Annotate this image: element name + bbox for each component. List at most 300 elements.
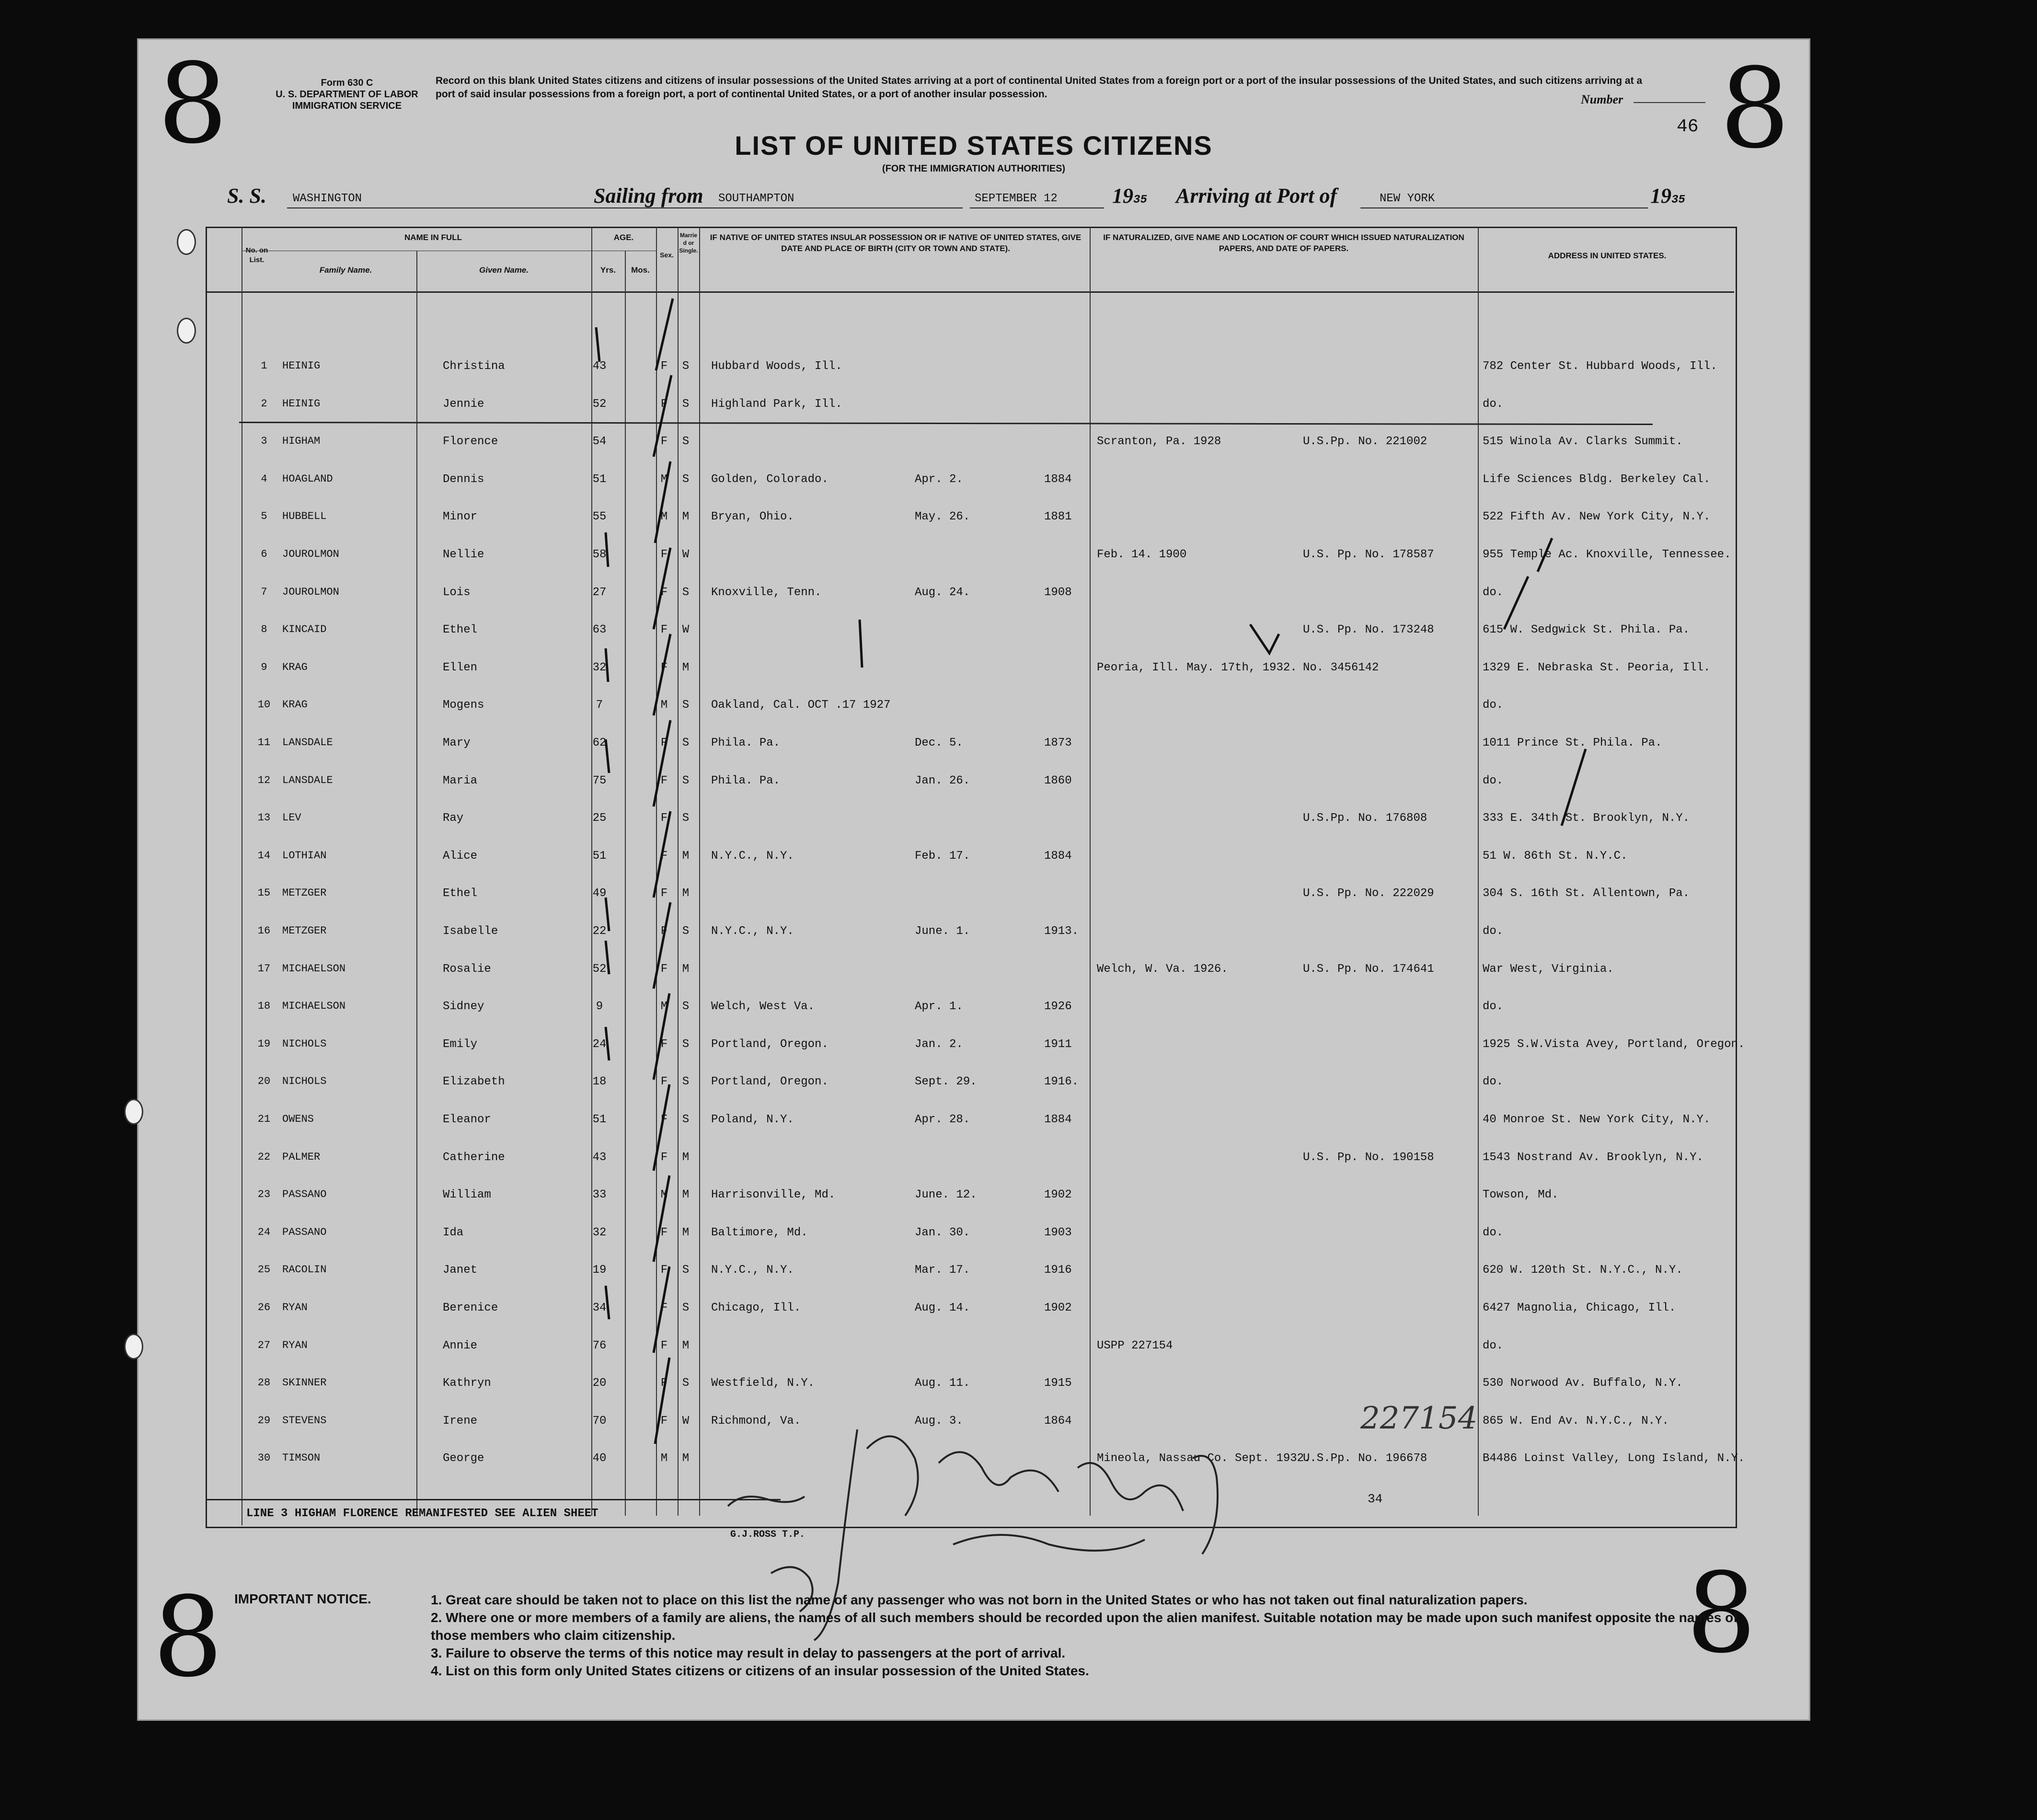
- given-name: Ray: [443, 812, 464, 825]
- family-name: RACOLIN: [282, 1264, 327, 1276]
- row-number: 9: [261, 661, 267, 673]
- birth-place: Westfield, N.Y.: [711, 1377, 815, 1390]
- birth-year: 1916.: [1044, 1075, 1079, 1089]
- birth-date: Mar. 17.: [915, 1264, 970, 1277]
- birth-year: 1915: [1044, 1377, 1072, 1390]
- year2-prefix: 19: [1650, 184, 1671, 207]
- year-suffix: 35: [1133, 194, 1147, 207]
- sex: M: [660, 472, 668, 486]
- birth-place: N.Y.C., N.Y.: [711, 1264, 794, 1277]
- row-number: 19: [257, 1037, 271, 1050]
- address: 865 W. End Av. N.Y.C., N.Y.: [1483, 1414, 1669, 1428]
- family-name: METZGER: [282, 925, 327, 937]
- marital-status: S: [682, 397, 690, 411]
- marital-status: S: [682, 1302, 690, 1314]
- age: 43: [592, 1151, 607, 1164]
- given-name: William: [443, 1188, 491, 1202]
- row-number: 10: [257, 699, 271, 711]
- naturalization-court: Scranton, Pa. 1928: [1097, 435, 1221, 449]
- sex: M: [660, 699, 668, 712]
- given-name: Maria: [443, 774, 478, 787]
- marital-status: M: [682, 962, 690, 976]
- family-name: HIGHAM: [282, 435, 321, 448]
- header-sex: Sex.: [660, 251, 674, 259]
- address: 620 W. 120th St. N.Y.C., N.Y.: [1483, 1264, 1683, 1277]
- entry-count: 34: [1368, 1492, 1383, 1506]
- family-name: MICHAELSON: [282, 962, 346, 975]
- row-number: 23: [257, 1188, 271, 1201]
- address: 304 S. 16th St. Allentown, Pa.: [1483, 887, 1690, 900]
- marital-status: M: [682, 661, 690, 674]
- sex: F: [660, 1151, 668, 1164]
- birth-place: Hubbard Woods, Ill.: [711, 360, 842, 373]
- row-number: 26: [257, 1302, 271, 1313]
- notice-item: 2. Where one or more members of a family are aliens, the names of all such members should be recorded upon the alien manifest. Suitable notation may be made upon such manifest opposite the names of those members who claim citizenship.: [431, 1610, 1738, 1643]
- row-number: 20: [257, 1075, 271, 1088]
- age: 52: [592, 962, 607, 976]
- birth-place: Bryan, Ohio.: [711, 510, 794, 524]
- given-name: Annie: [443, 1339, 478, 1352]
- family-name: RYAN: [282, 1339, 308, 1351]
- birth-place: Phila. Pa.: [711, 774, 781, 787]
- naturalization-court: Feb. 14. 1900: [1097, 548, 1187, 561]
- birth-date: Apr. 28.: [915, 1113, 970, 1126]
- row-number: 12: [257, 774, 271, 786]
- family-name: LANSDALE: [282, 774, 333, 786]
- ss-label: S. S.: [227, 184, 266, 207]
- naturalization-court: Peoria, Ill. May. 17th, 1932.: [1097, 661, 1297, 674]
- marital-status: S: [682, 737, 690, 749]
- passport-number: U.S. Pp. No. 222029: [1303, 887, 1434, 900]
- address: do.: [1483, 699, 1504, 712]
- age: 7: [596, 699, 603, 712]
- row-number: 17: [257, 962, 271, 975]
- given-name: Irene: [443, 1414, 478, 1428]
- header-naturalized: IF NATURALIZED, GIVE NAME AND LOCATION OF COURT WHICH ISSUED NATURALIZATION PAPERS, AND DATE OF PAPERS.: [1103, 233, 1464, 253]
- address: 1329 E. Nebraska St. Peoria, Ill.: [1483, 661, 1711, 674]
- birth-date: Aug. 3.: [915, 1414, 963, 1428]
- family-name: HOAGLAND: [282, 472, 333, 485]
- sailing-date: SEPTEMBER 12: [975, 192, 1058, 205]
- form-title: LIST OF UNITED STATES CITIZENS: [735, 130, 1213, 161]
- sex: M: [660, 1188, 668, 1202]
- birth-date: Dec. 5.: [915, 737, 963, 749]
- family-name: RYAN: [282, 1302, 308, 1313]
- age: 70: [592, 1414, 607, 1428]
- marital-status: M: [682, 849, 690, 863]
- year2-suffix: 35: [1671, 194, 1685, 207]
- birth-place: Golden, Colorado.: [711, 472, 829, 486]
- ship-name: WASHINGTON: [293, 192, 362, 205]
- age: 62: [592, 737, 607, 749]
- age: 20: [592, 1377, 607, 1390]
- marital-status: W: [682, 548, 690, 561]
- sailing-label: Sailing from: [594, 184, 703, 207]
- from-port: SOUTHAMPTON: [718, 192, 794, 205]
- age: 51: [592, 472, 607, 486]
- address: 522 Fifth Av. New York City, N.Y.: [1483, 510, 1711, 524]
- marital-status: M: [682, 1452, 690, 1465]
- birth-date: May. 26.: [915, 510, 970, 524]
- given-name: Catherine: [443, 1151, 505, 1164]
- handwritten-uspp: 227154: [1360, 1401, 1478, 1436]
- sex: F: [660, 1075, 668, 1089]
- age: 51: [592, 1113, 607, 1126]
- birth-year: 1911: [1044, 1037, 1072, 1051]
- row-number: 3: [261, 435, 267, 448]
- form-subtitle: (FOR THE IMMIGRATION AUTHORITIES): [882, 163, 1066, 174]
- sex: F: [660, 1037, 668, 1051]
- given-name: Lois: [443, 586, 471, 599]
- birth-place: Harrisonville, Md.: [711, 1188, 836, 1202]
- row-number: 7: [261, 586, 267, 598]
- marital-status: S: [682, 1000, 690, 1014]
- family-name: PASSANO: [282, 1188, 327, 1201]
- row-number: 2: [261, 397, 267, 410]
- notice-item: 1. Great care should be taken not to place on this list the name of any passenger who was not born in the United States or who has not taken out final naturalization papers.: [431, 1592, 1528, 1607]
- age: 27: [592, 586, 607, 599]
- family-name: LANSDALE: [282, 737, 333, 749]
- row-number: 27: [257, 1339, 271, 1351]
- address: 530 Norwood Av. Buffalo, N.Y.: [1483, 1377, 1683, 1390]
- birth-place: Richmond, Va.: [711, 1414, 801, 1428]
- family-name: LOTHIAN: [282, 849, 327, 862]
- sex: F: [660, 737, 668, 749]
- number-value: 46: [1677, 116, 1699, 137]
- remanifest-note: LINE 3 HIGHAM FLORENCE REMANIFESTED SEE ALIEN SHEET: [246, 1507, 598, 1520]
- age: 32: [592, 1226, 607, 1239]
- family-name: HUBBELL: [282, 510, 327, 523]
- family-name: PASSANO: [282, 1226, 327, 1238]
- birth-date: Aug. 14.: [915, 1302, 970, 1314]
- family-name: METZGER: [282, 887, 327, 899]
- address: 51 W. 86th St. N.Y.C.: [1483, 849, 1628, 863]
- sex: F: [660, 586, 668, 599]
- marital-status: M: [682, 510, 690, 524]
- birth-date: June. 1.: [915, 925, 970, 938]
- address: War West, Virginia.: [1483, 962, 1614, 976]
- header-family-name: Family Name.: [319, 265, 372, 275]
- header-address: ADDRESS IN UNITED STATES.: [1548, 251, 1667, 260]
- given-name: Berenice: [443, 1302, 498, 1314]
- age: 52: [592, 397, 607, 411]
- row-number: 15: [257, 887, 271, 899]
- header-name-in-full: NAME IN FULL: [404, 233, 462, 242]
- birth-year: 1884: [1044, 849, 1072, 863]
- row-number: 30: [257, 1452, 271, 1464]
- sex: M: [660, 510, 668, 524]
- age: 58: [592, 548, 607, 561]
- family-name: NICHOLS: [282, 1075, 327, 1088]
- given-name: Emily: [443, 1037, 478, 1051]
- age: 18: [592, 1075, 607, 1089]
- row-number: 28: [257, 1377, 271, 1389]
- manifest-page: [137, 38, 1810, 1721]
- row-number: 8: [261, 623, 267, 636]
- year-prefix: 19: [1112, 184, 1133, 207]
- age: 63: [592, 623, 607, 637]
- notice-list: [431, 1591, 1763, 1680]
- marital-status: W: [682, 1414, 690, 1428]
- birth-date: Jan. 2.: [915, 1037, 963, 1051]
- sex: F: [660, 397, 668, 411]
- marital-status: S: [682, 1264, 690, 1277]
- family-name: MICHAELSON: [282, 1000, 346, 1013]
- address: 1543 Nostrand Av. Brooklyn, N.Y.: [1483, 1151, 1703, 1164]
- marital-status: S: [682, 472, 690, 486]
- birth-place: Portland, Oregon.: [711, 1075, 829, 1089]
- given-name: Kathryn: [443, 1377, 491, 1390]
- row-number: 6: [261, 548, 267, 560]
- sheet-number-top-left: 8: [158, 40, 228, 168]
- row-number: 22: [257, 1151, 271, 1163]
- sex: F: [660, 1226, 668, 1239]
- family-name: HEINIG: [282, 360, 321, 372]
- given-name: Ethel: [443, 887, 478, 900]
- header-age: AGE.: [613, 233, 634, 242]
- department: U. S. DEPARTMENT OF LABOR: [276, 89, 418, 100]
- address: do.: [1483, 1075, 1504, 1089]
- family-name: JOUROLMON: [282, 586, 339, 598]
- address: do.: [1483, 1226, 1504, 1239]
- address: 515 Winola Av. Clarks Summit.: [1483, 435, 1683, 449]
- family-name: KINCAID: [282, 623, 327, 636]
- age: 19: [592, 1264, 607, 1277]
- family-name: PALMER: [282, 1151, 321, 1163]
- given-name: Jennie: [443, 397, 484, 411]
- sex: F: [660, 548, 668, 561]
- passport-number: U.S. Pp. No. 190158: [1303, 1151, 1434, 1164]
- given-name: Ida: [443, 1226, 464, 1239]
- birth-date: Apr. 1.: [915, 1000, 963, 1014]
- naturalization-court: Mineola, Nassau Co. Sept. 1932.: [1097, 1452, 1311, 1465]
- sheet-number-top-right: 8: [1720, 45, 1790, 173]
- given-name: Elizabeth: [443, 1075, 505, 1089]
- marital-status: W: [682, 623, 690, 637]
- birth-date: Jan. 26.: [915, 774, 970, 787]
- form-instructions: Record on this blank United States citizens and citizens of insular possessions of the United States arriving at a port of continental United States from a foreign port or a port of the insular possessions of the United States, and such citizens arriving at a port of said insular possessions from a foreign port, a port of continental United States, or a port of another insular possession.: [436, 75, 1643, 100]
- row-number: 18: [257, 1000, 271, 1013]
- given-name: Sidney: [443, 1000, 484, 1014]
- footer-rule: [206, 1499, 781, 1500]
- age: 34: [592, 1302, 607, 1314]
- birth-place: Chicago, Ill.: [711, 1302, 801, 1314]
- birth-place: Poland, N.Y.: [711, 1113, 794, 1126]
- form-number: Form 630 C: [321, 78, 373, 88]
- marital-status: S: [682, 925, 690, 938]
- birth-date: Apr. 2.: [915, 472, 963, 486]
- marital-status: S: [682, 586, 690, 599]
- address: 40 Monroe St. New York City, N.Y.: [1483, 1113, 1711, 1126]
- address: do.: [1483, 774, 1504, 787]
- family-name: SKINNER: [282, 1377, 327, 1389]
- birth-year: 1916: [1044, 1264, 1072, 1277]
- sex: F: [660, 812, 668, 825]
- birth-year: 1908: [1044, 586, 1072, 599]
- age: 76: [592, 1339, 607, 1352]
- sex: F: [660, 962, 668, 976]
- passport-number: U.S.Pp. No. 176808: [1303, 812, 1427, 825]
- naturalization-court: USPP 227154: [1097, 1339, 1173, 1352]
- marital-status: M: [682, 1188, 690, 1202]
- family-name: STEVENS: [282, 1414, 327, 1427]
- sex: F: [660, 1264, 668, 1277]
- birth-place: Baltimore, Md.: [711, 1226, 808, 1239]
- address: Towson, Md.: [1483, 1188, 1559, 1202]
- row-number: 24: [257, 1226, 271, 1238]
- age: 32: [592, 661, 607, 674]
- age: 40: [592, 1452, 607, 1465]
- birth-year: 1913.: [1044, 925, 1079, 938]
- sex: F: [660, 1414, 668, 1428]
- sex: F: [660, 661, 668, 674]
- marital-status: M: [682, 887, 690, 900]
- birth-date: Aug. 11.: [915, 1377, 970, 1390]
- family-name: TIMSON: [282, 1452, 321, 1464]
- birth-place: N.Y.C., N.Y.: [711, 849, 794, 863]
- sex: M: [660, 1452, 668, 1465]
- given-name: Isabelle: [443, 925, 498, 938]
- age: 43: [592, 360, 607, 373]
- marital-status: S: [682, 812, 690, 825]
- age: 51: [592, 849, 607, 863]
- header-married: Married or Single.: [679, 232, 698, 254]
- birth-year: 1902: [1044, 1302, 1072, 1314]
- sex: F: [660, 925, 668, 938]
- birth-year: 1884: [1044, 1113, 1072, 1126]
- given-name: Eleanor: [443, 1113, 491, 1126]
- birth-place: Highland Park, Ill.: [711, 397, 842, 411]
- family-name: OWENS: [282, 1113, 314, 1125]
- marital-status: M: [682, 1226, 690, 1239]
- arriving-label: Arriving at Port of: [1176, 184, 1337, 207]
- birth-year: 1860: [1044, 774, 1072, 787]
- sex: F: [660, 1377, 668, 1390]
- birth-place: Welch, West Va.: [711, 1000, 815, 1014]
- address: Life Sciences Bldg. Berkeley Cal.: [1483, 472, 1711, 486]
- sex: F: [660, 774, 668, 787]
- to-port: NEW YORK: [1380, 192, 1435, 205]
- passport-number: U.S.Pp. No. 221002: [1303, 435, 1427, 449]
- sex: F: [660, 623, 668, 637]
- birth-place: Portland, Oregon.: [711, 1037, 829, 1051]
- address: do.: [1483, 1000, 1504, 1014]
- row-number: 21: [257, 1113, 271, 1125]
- address: 1011 Prince St. Phila. Pa.: [1483, 737, 1662, 749]
- row-number: 16: [257, 925, 271, 937]
- row-number: 13: [257, 812, 271, 824]
- address: do.: [1483, 925, 1504, 938]
- header-yrs: Yrs.: [600, 265, 616, 275]
- passport-number: U.S. Pp. No. 174641: [1303, 962, 1434, 976]
- given-name: Minor: [443, 510, 478, 524]
- marital-status: M: [682, 1339, 690, 1352]
- age: 9: [596, 1000, 603, 1014]
- notice-item: 3. Failure to observe the terms of this notice may result in delay to passengers at the port of arrival.: [431, 1645, 1066, 1660]
- age: 22: [592, 925, 607, 938]
- marital-status: M: [682, 1151, 690, 1164]
- row-number: 1: [261, 360, 267, 372]
- notice-item: 4. List on this form only United States citizens or citizens of an insular possession of the United States.: [431, 1663, 1089, 1678]
- service: IMMIGRATION SERVICE: [292, 101, 402, 111]
- birth-date: Jan. 30.: [915, 1226, 970, 1239]
- birth-year: 1902: [1044, 1188, 1072, 1202]
- marital-status: S: [682, 435, 690, 449]
- row-number: 25: [257, 1264, 271, 1276]
- marital-status: S: [682, 360, 690, 373]
- row-number: 4: [261, 472, 267, 485]
- passport-number: U.S.Pp. No. 196678: [1303, 1452, 1427, 1465]
- birth-date: June. 12.: [915, 1188, 977, 1202]
- address: do.: [1483, 397, 1504, 411]
- header-no: No. on List.: [245, 246, 268, 265]
- sex: F: [660, 887, 668, 900]
- sex: M: [660, 1000, 668, 1014]
- address: 615 W. Sedgwick St. Phila. Pa.: [1483, 623, 1690, 637]
- age: 25: [592, 812, 607, 825]
- address: do.: [1483, 1339, 1504, 1352]
- sex: F: [660, 1339, 668, 1352]
- address: B4486 Loinst Valley, Long Island, N.Y.: [1483, 1452, 1745, 1465]
- age: 49: [592, 887, 607, 900]
- family-name: KRAG: [282, 661, 308, 673]
- notice-label: IMPORTANT NOTICE.: [234, 1591, 371, 1606]
- given-name: Christina: [443, 360, 505, 373]
- given-name: Dennis: [443, 472, 484, 486]
- birth-date: Feb. 17.: [915, 849, 970, 863]
- birth-date: Sept. 29.: [915, 1075, 977, 1089]
- address: 782 Center St. Hubbard Woods, Ill.: [1483, 360, 1717, 373]
- sex: F: [660, 360, 668, 373]
- address: 1925 S.W.Vista Avey, Portland, Oregon.: [1483, 1037, 1745, 1051]
- birth-place: N.Y.C., N.Y.: [711, 925, 794, 938]
- given-name: Mogens: [443, 699, 484, 712]
- passport-number: U.S. Pp. No. 178587: [1303, 548, 1434, 561]
- birth-year: 1864: [1044, 1414, 1072, 1428]
- birth-place: Oakland, Cal. OCT .17 1927: [711, 699, 891, 712]
- birth-year: 1884: [1044, 472, 1072, 486]
- passport-number: No. 3456142: [1303, 661, 1379, 674]
- address: do.: [1483, 586, 1504, 599]
- header-given-name: Given Name.: [479, 265, 529, 275]
- header-mos: Mos.: [631, 265, 650, 275]
- given-name: Florence: [443, 435, 498, 449]
- family-name: LEV: [282, 812, 301, 824]
- birth-place: Phila. Pa.: [711, 737, 781, 749]
- sex: F: [660, 435, 668, 449]
- sheet-number-bottom-right: 8: [1686, 1550, 1757, 1678]
- naturalization-court: Welch, W. Va. 1926.: [1097, 962, 1228, 976]
- given-name: Ellen: [443, 661, 478, 674]
- marital-status: S: [682, 1377, 690, 1390]
- sex: F: [660, 1302, 668, 1314]
- birth-year: 1903: [1044, 1226, 1072, 1239]
- family-name: JOUROLMON: [282, 548, 339, 560]
- number-label: Number: [1581, 92, 1623, 106]
- given-name: Rosalie: [443, 962, 491, 976]
- birth-place: Knoxville, Tenn.: [711, 586, 822, 599]
- given-name: George: [443, 1452, 484, 1465]
- marital-status: S: [682, 1075, 690, 1089]
- age: 24: [592, 1037, 607, 1051]
- given-name: Alice: [443, 849, 478, 863]
- age: 33: [592, 1188, 607, 1202]
- age: 75: [592, 774, 607, 787]
- birth-year: 1873: [1044, 737, 1072, 749]
- age: 54: [592, 435, 607, 449]
- marital-status: S: [682, 1037, 690, 1051]
- passport-number: U.S. Pp. No. 173248: [1303, 623, 1434, 637]
